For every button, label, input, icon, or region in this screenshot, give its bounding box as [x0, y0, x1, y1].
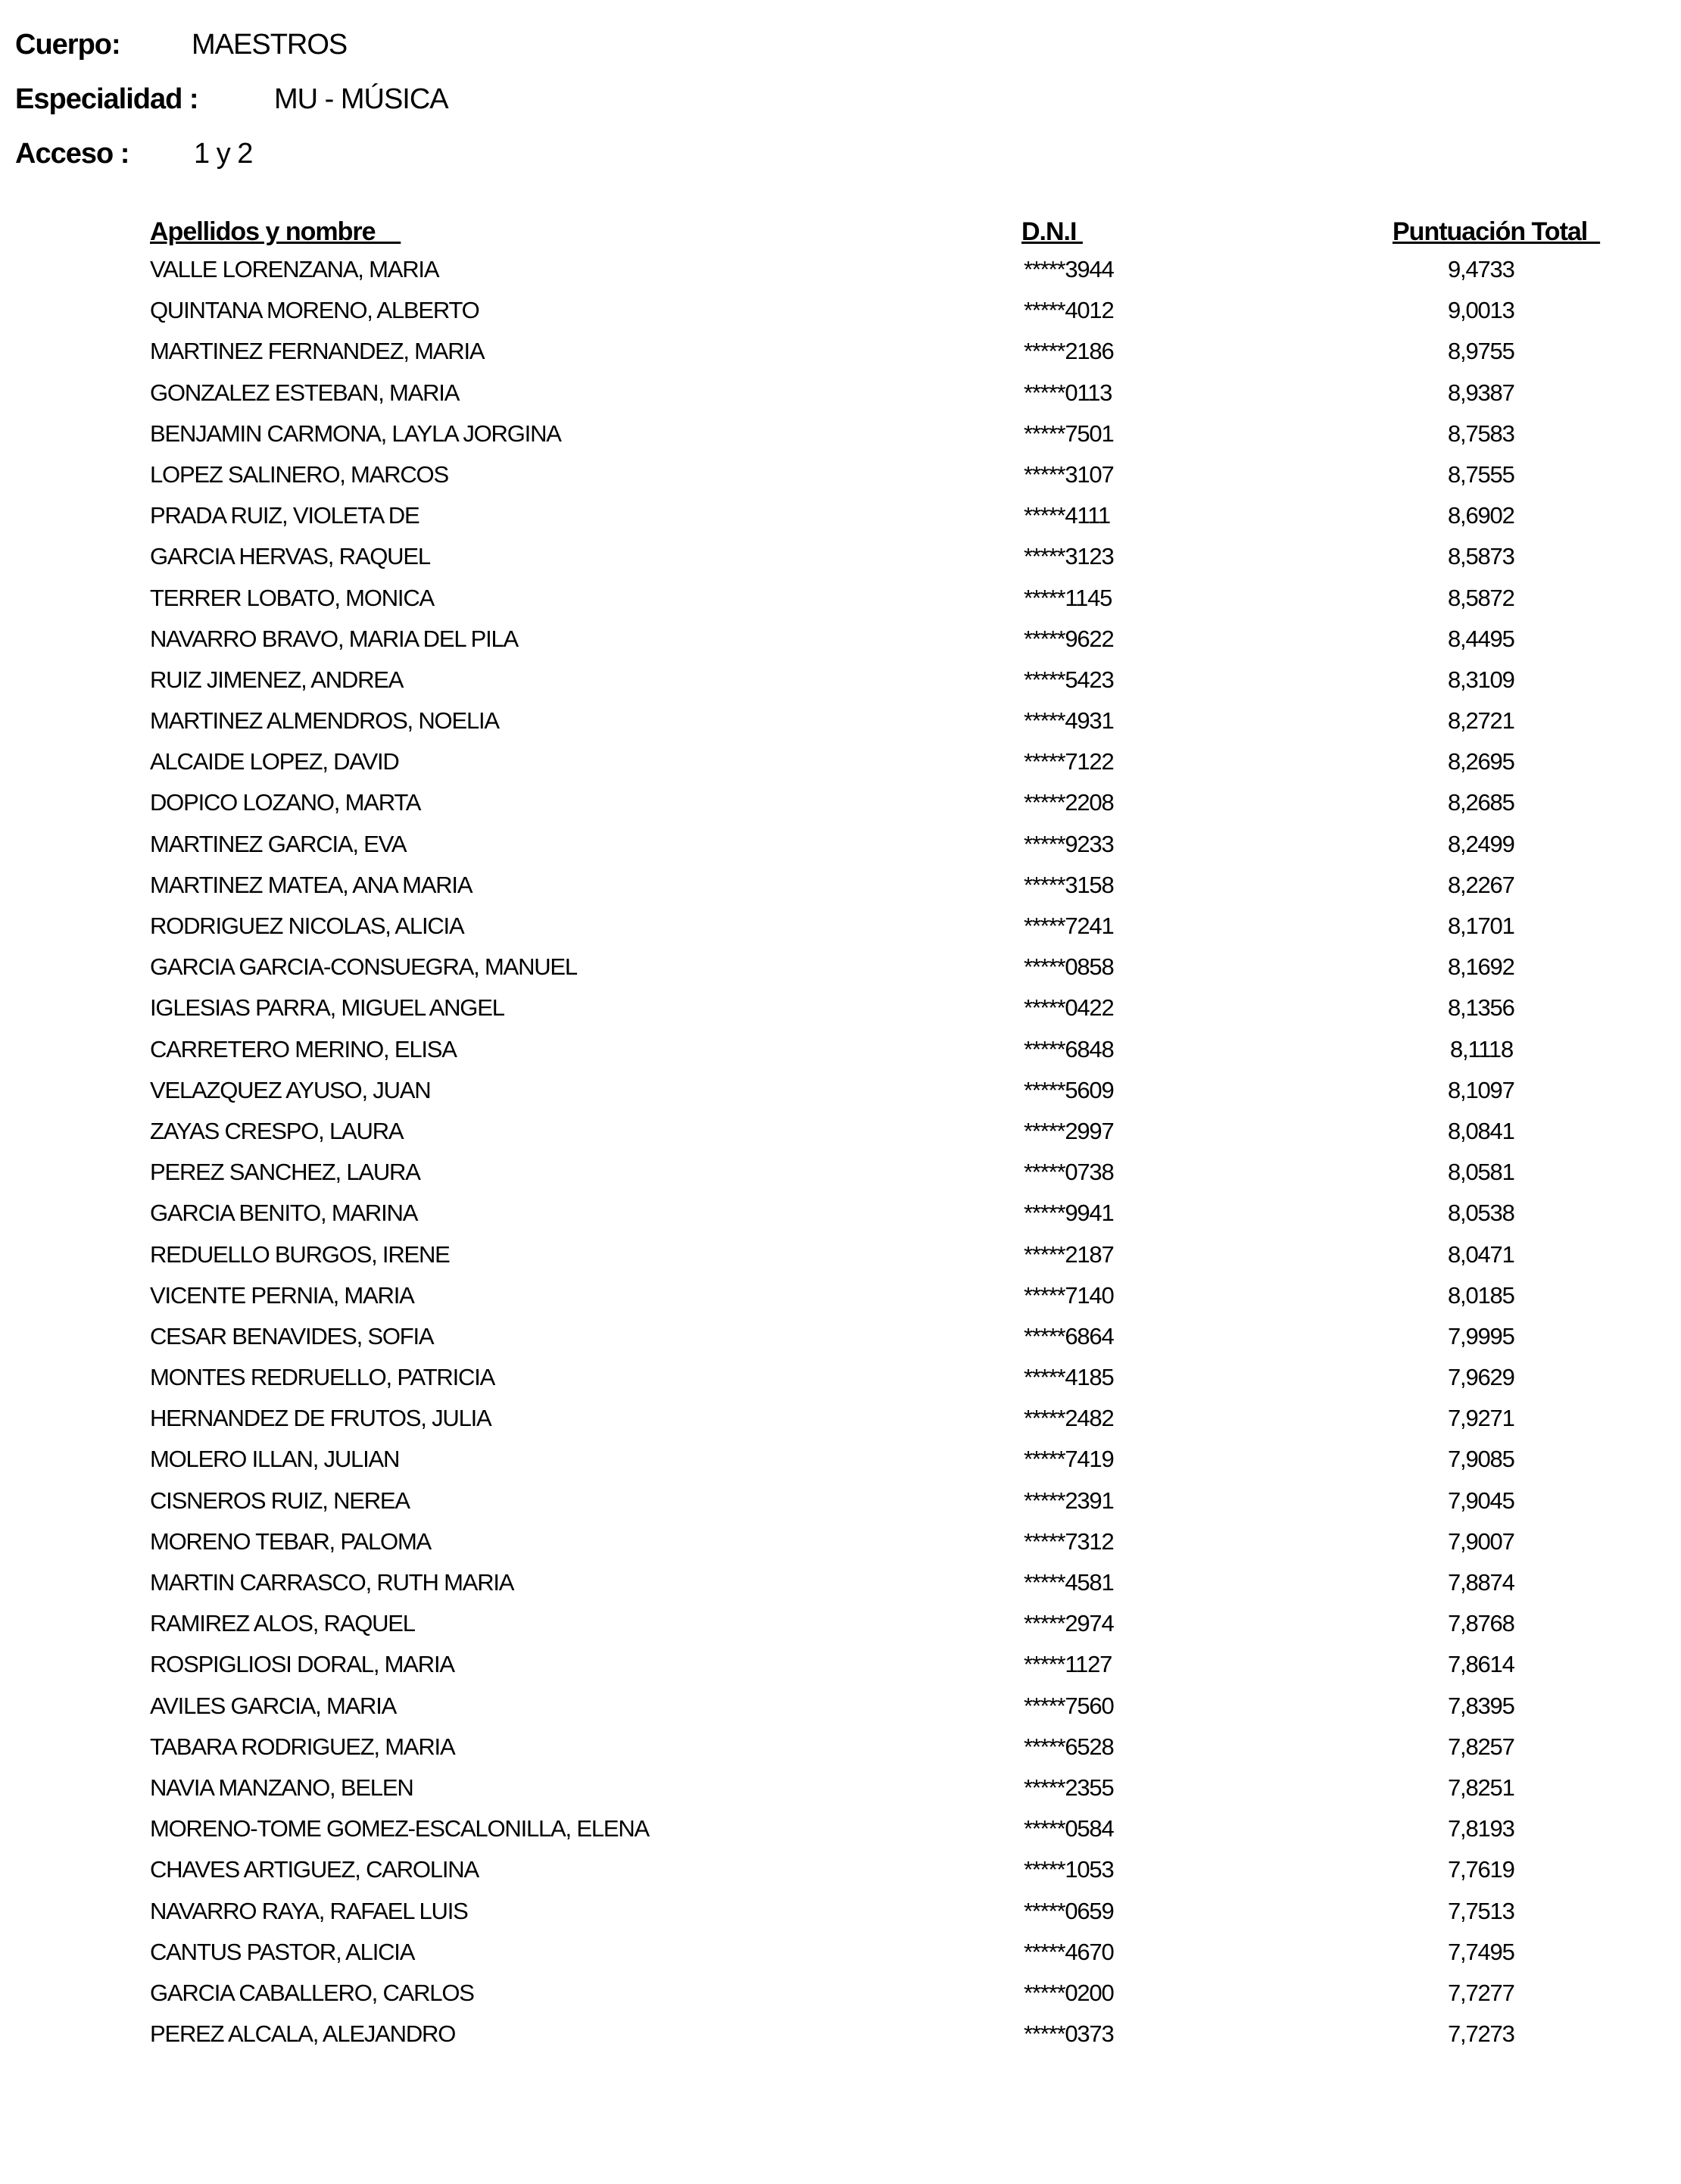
row-score: 8,0471: [1448, 1240, 1514, 1268]
table-row: [0, 911, 1681, 952]
row-score: 7,8874: [1448, 1569, 1514, 1596]
row-score: 7,8251: [1448, 1774, 1514, 1801]
row-dni: *****0113: [1024, 379, 1112, 406]
row-dni: *****4111: [1024, 502, 1110, 529]
row-name: QUINTANA MORENO, ALBERTO: [150, 297, 479, 324]
row-dni: *****7501: [1024, 420, 1114, 447]
row-score: 7,8614: [1448, 1651, 1514, 1678]
row-name: GARCIA HERVAS, RAQUEL: [150, 543, 430, 570]
row-name: RUIZ JIMENEZ, ANDREA: [150, 666, 404, 693]
row-dni: *****7122: [1024, 748, 1114, 775]
row-score: 8,2695: [1448, 748, 1514, 775]
row-score: 8,1692: [1448, 953, 1514, 981]
row-name: HERNANDEZ DE FRUTOS, JULIA: [150, 1405, 491, 1432]
row-dni: *****0200: [1024, 1979, 1114, 2006]
row-name: VELAZQUEZ AYUSO, JUAN: [150, 1076, 431, 1103]
row-dni: *****0738: [1024, 1159, 1114, 1186]
row-name: RODRIGUEZ NICOLAS, ALICIA: [150, 913, 464, 939]
row-name: DOPICO LOZANO, MARTA: [150, 789, 421, 816]
row-name: VALLE LORENZANA, MARIA: [150, 256, 439, 282]
row-dni: *****4581: [1024, 1569, 1114, 1596]
row-dni: *****7560: [1024, 1692, 1114, 1719]
table-row: [0, 378, 1681, 419]
row-name: MARTINEZ ALMENDROS, NOELIA: [150, 707, 499, 735]
table-row: [0, 1198, 1681, 1239]
row-name: RAMIREZ ALOS, RAQUEL: [150, 1610, 415, 1637]
row-score: 7,8395: [1448, 1692, 1514, 1719]
row-dni: *****0422: [1024, 994, 1114, 1022]
row-score: 8,0841: [1448, 1117, 1514, 1144]
especialidad-label: Especialidad :: [15, 83, 198, 115]
results-table: [0, 254, 1681, 2060]
table-row: [0, 1116, 1681, 1157]
row-score: 8,7555: [1448, 460, 1514, 488]
table-row: [0, 624, 1681, 665]
acceso-value: 1 y 2: [194, 138, 253, 170]
table-row: [0, 1034, 1681, 1075]
row-dni: *****4670: [1024, 1938, 1114, 1965]
row-dni: *****0584: [1024, 1815, 1114, 1842]
especialidad-value: MU - MÚSICA: [274, 83, 448, 115]
table-row: [0, 1649, 1681, 1690]
row-score: 7,7619: [1448, 1856, 1514, 1883]
row-score: 7,8193: [1448, 1815, 1514, 1842]
table-row: [0, 1444, 1681, 1485]
table-row: [0, 254, 1681, 295]
row-dni: *****5609: [1024, 1076, 1114, 1103]
row-dni: *****6528: [1024, 1733, 1114, 1760]
row-dni: *****2187: [1024, 1240, 1114, 1268]
row-name: CHAVES ARTIGUEZ, CAROLINA: [150, 1856, 479, 1883]
row-name: MARTINEZ FERNANDEZ, MARIA: [150, 338, 485, 365]
table-row: [0, 1075, 1681, 1116]
table-row: [0, 501, 1681, 541]
table-row: [0, 1527, 1681, 1568]
row-dni: *****9622: [1024, 625, 1114, 652]
row-score: 8,1097: [1448, 1076, 1514, 1103]
row-dni: *****3158: [1024, 871, 1114, 898]
row-name: ZAYAS CRESPO, LAURA: [150, 1117, 404, 1144]
table-row: [0, 1691, 1681, 1732]
row-score: 7,9085: [1448, 1446, 1514, 1473]
row-score: 8,1356: [1448, 994, 1514, 1022]
row-dni: *****5423: [1024, 666, 1114, 693]
row-name: GARCIA BENITO, MARINA: [150, 1200, 418, 1227]
row-score: 7,9995: [1448, 1322, 1514, 1349]
row-score: 7,9629: [1448, 1364, 1514, 1391]
row-score: 8,4495: [1448, 625, 1514, 652]
table-row: [0, 1937, 1681, 1978]
row-dni: *****1053: [1024, 1856, 1114, 1883]
row-name: CISNEROS RUIZ, NEREA: [150, 1487, 410, 1514]
row-score: 8,0185: [1448, 1281, 1514, 1309]
row-dni: *****3107: [1024, 460, 1114, 488]
row-name: PEREZ SANCHEZ, LAURA: [150, 1159, 420, 1186]
table-row: [0, 1773, 1681, 1814]
table-row: [0, 952, 1681, 993]
row-dni: *****3944: [1024, 256, 1114, 282]
row-score: 8,9387: [1448, 379, 1514, 406]
row-dni: *****0659: [1024, 1897, 1114, 1924]
column-header-name: Apellidos y nombre: [150, 217, 401, 246]
row-dni: *****4931: [1024, 707, 1114, 735]
row-name: MORENO-TOME GOMEZ-ESCALONILLA, ELENA: [150, 1815, 650, 1842]
table-row: [0, 541, 1681, 582]
row-score: 8,0581: [1448, 1159, 1514, 1186]
row-name: CESAR BENAVIDES, SOFIA: [150, 1322, 434, 1349]
table-row: [0, 583, 1681, 624]
row-name: AVILES GARCIA, MARIA: [150, 1692, 397, 1719]
row-name: MORENO TEBAR, PALOMA: [150, 1527, 432, 1555]
row-name: MOLERO ILLAN, JULIAN: [150, 1446, 400, 1473]
table-row: [0, 1732, 1681, 1773]
row-dni: *****7241: [1024, 913, 1114, 939]
row-name: ALCAIDE LOPEZ, DAVID: [150, 748, 399, 775]
table-row: [0, 1240, 1681, 1281]
row-name: REDUELLO BURGOS, IRENE: [150, 1240, 450, 1268]
row-dni: *****2355: [1024, 1774, 1114, 1801]
table-row: [0, 665, 1681, 706]
row-name: GONZALEZ ESTEBAN, MARIA: [150, 379, 460, 406]
row-dni: *****2391: [1024, 1487, 1114, 1514]
table-row: [0, 336, 1681, 377]
column-header-dni: D.N.I: [1021, 217, 1083, 246]
row-score: 7,9271: [1448, 1405, 1514, 1432]
row-dni: *****0373: [1024, 2020, 1114, 2048]
table-row: [0, 1855, 1681, 1895]
row-score: 7,7513: [1448, 1897, 1514, 1924]
row-name: CARRETERO MERINO, ELISA: [150, 1035, 457, 1062]
table-row: [0, 829, 1681, 870]
row-score: 8,2267: [1448, 871, 1514, 898]
row-name: ROSPIGLIOSI DORAL, MARIA: [150, 1651, 454, 1678]
row-name: PEREZ ALCALA, ALEJANDRO: [150, 2020, 456, 2048]
row-score: 8,2721: [1448, 707, 1514, 735]
table-row: [0, 706, 1681, 747]
row-score: 8,0538: [1448, 1200, 1514, 1227]
row-name: NAVARRO RAYA, RAFAEL LUIS: [150, 1897, 468, 1924]
row-name: VICENTE PERNIA, MARIA: [150, 1281, 414, 1309]
row-dni: *****4012: [1024, 297, 1114, 324]
row-name: IGLESIAS PARRA, MIGUEL ANGEL: [150, 994, 504, 1022]
table-row: [0, 993, 1681, 1034]
row-name: TERRER LOBATO, MONICA: [150, 584, 434, 611]
row-score: 8,5873: [1448, 543, 1514, 570]
row-dni: *****2482: [1024, 1405, 1114, 1432]
row-name: MARTIN CARRASCO, RUTH MARIA: [150, 1569, 514, 1596]
row-dni: *****2208: [1024, 789, 1114, 816]
row-dni: *****7312: [1024, 1527, 1114, 1555]
table-row: [0, 1568, 1681, 1608]
table-row: [0, 419, 1681, 460]
row-dni: *****7419: [1024, 1446, 1114, 1473]
row-name: LOPEZ SALINERO, MARCOS: [150, 460, 448, 488]
row-name: NAVIA MANZANO, BELEN: [150, 1774, 413, 1801]
row-dni: *****6864: [1024, 1322, 1114, 1349]
row-name: NAVARRO BRAVO, MARIA DEL PILA: [150, 625, 519, 652]
row-dni: *****9941: [1024, 1200, 1114, 1227]
table-row: [0, 1321, 1681, 1362]
table-row: [0, 1608, 1681, 1649]
table-row: [0, 1403, 1681, 1444]
row-name: GARCIA GARCIA-CONSUEGRA, MANUEL: [150, 953, 577, 981]
table-row: [0, 747, 1681, 788]
row-score: 8,2685: [1448, 789, 1514, 816]
table-row: [0, 1896, 1681, 1937]
row-dni: *****1145: [1024, 584, 1112, 611]
row-score: 9,4733: [1448, 256, 1514, 282]
row-dni: *****3123: [1024, 543, 1114, 570]
row-name: GARCIA CABALLERO, CARLOS: [150, 1979, 474, 2006]
row-name: BENJAMIN CARMONA, LAYLA JORGINA: [150, 420, 561, 447]
row-name: PRADA RUIZ, VIOLETA DE: [150, 502, 419, 529]
row-name: TABARA RODRIGUEZ, MARIA: [150, 1733, 455, 1760]
cuerpo-value: MAESTROS: [192, 29, 348, 61]
row-score: 8,5872: [1448, 584, 1514, 611]
table-row: [0, 788, 1681, 828]
row-dni: *****2997: [1024, 1117, 1114, 1144]
row-dni: *****2974: [1024, 1610, 1114, 1637]
row-score: 7,9007: [1448, 1527, 1514, 1555]
acceso-label: Acceso :: [15, 138, 129, 170]
row-name: MARTINEZ MATEA, ANA MARIA: [150, 871, 472, 898]
row-dni: *****2186: [1024, 338, 1114, 365]
row-dni: *****6848: [1024, 1035, 1114, 1062]
row-score: 8,9755: [1448, 338, 1514, 365]
row-name: CANTUS PASTOR, ALICIA: [150, 1938, 415, 1965]
row-score: 8,6902: [1448, 502, 1514, 529]
row-score: 7,8257: [1448, 1733, 1514, 1760]
row-score: 8,1118: [1449, 1035, 1513, 1062]
table-row: [0, 1978, 1681, 2019]
table-row: [0, 2019, 1681, 2060]
row-score: 7,7495: [1448, 1938, 1514, 1965]
row-score: 7,7273: [1448, 2020, 1514, 2048]
row-dni: *****0858: [1024, 953, 1114, 981]
row-name: MONTES REDRUELLO, PATRICIA: [150, 1364, 495, 1391]
row-dni: *****4185: [1024, 1364, 1114, 1391]
row-score: 8,2499: [1448, 830, 1514, 857]
row-score: 7,8768: [1448, 1610, 1514, 1637]
row-name: MARTINEZ GARCIA, EVA: [150, 830, 407, 857]
table-row: [0, 1486, 1681, 1527]
table-row: [0, 1281, 1681, 1321]
row-dni: *****1127: [1024, 1651, 1112, 1678]
row-score: 8,3109: [1448, 666, 1514, 693]
cuerpo-label: Cuerpo:: [15, 29, 120, 61]
row-dni: *****7140: [1024, 1281, 1114, 1309]
row-score: 8,7583: [1448, 420, 1514, 447]
table-row: [0, 460, 1681, 501]
table-row: [0, 1157, 1681, 1198]
table-row: [0, 295, 1681, 336]
column-header-score: Puntuación Total: [1393, 217, 1601, 246]
row-score: 9,0013: [1448, 297, 1514, 324]
row-score: 7,9045: [1448, 1487, 1514, 1514]
row-score: 8,1701: [1448, 913, 1514, 939]
table-row: [0, 1814, 1681, 1855]
row-dni: *****9233: [1024, 830, 1114, 857]
row-score: 7,7277: [1448, 1979, 1514, 2006]
table-row: [0, 1362, 1681, 1403]
table-row: [0, 870, 1681, 911]
